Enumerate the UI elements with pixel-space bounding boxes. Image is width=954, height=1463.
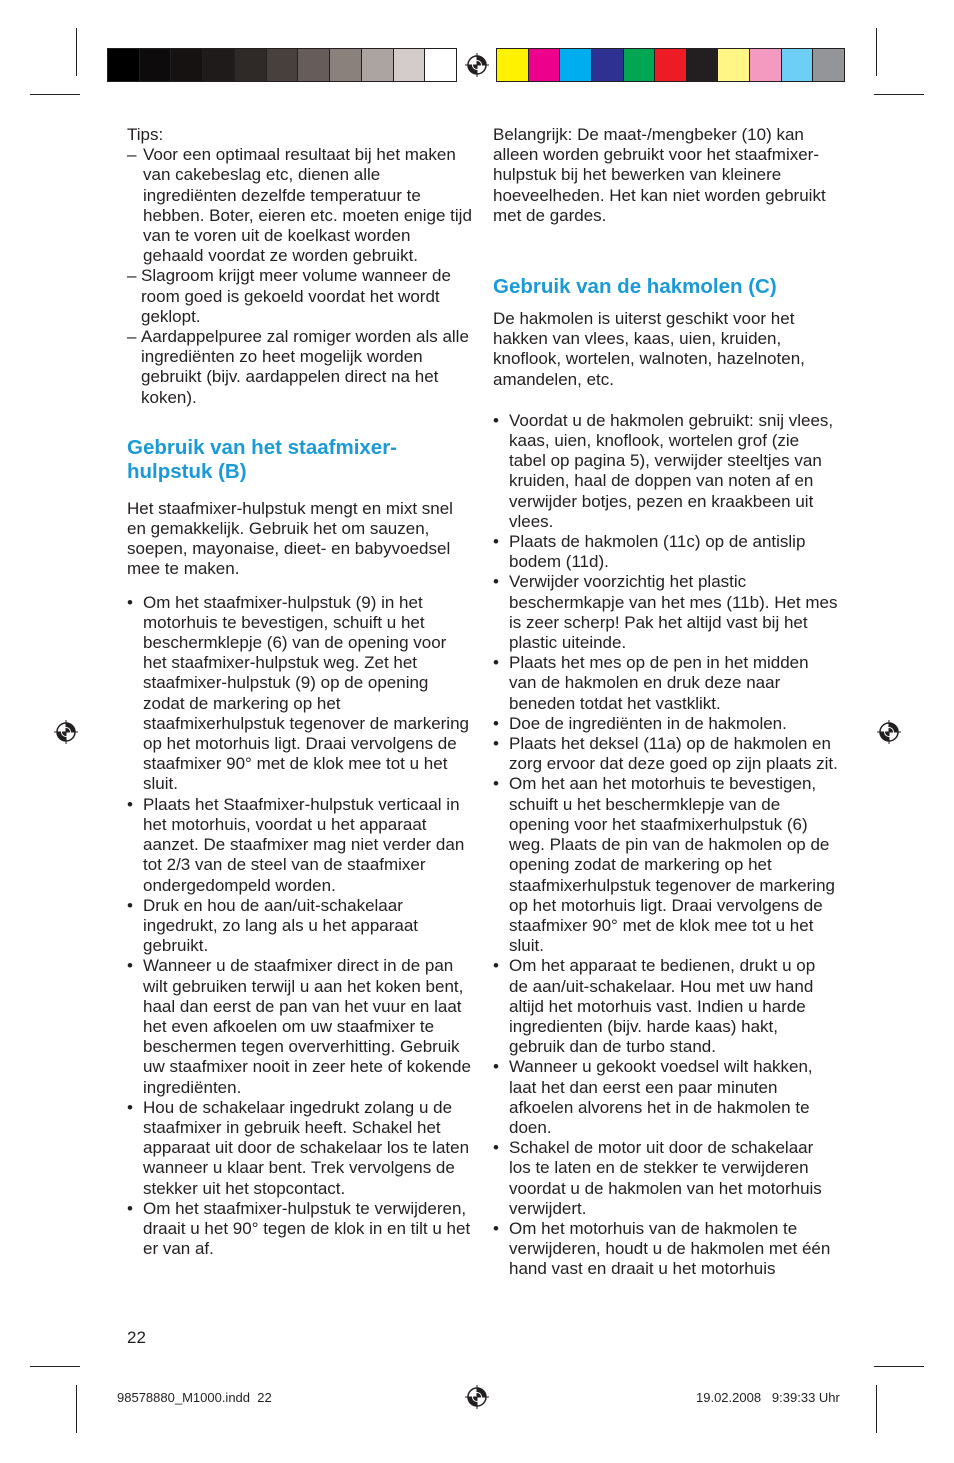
color-swatch [560, 49, 592, 81]
registration-mark-icon [465, 1385, 489, 1409]
list-item: • Druk en hou de aan/uit-schakelaar ingedrukt, zo lang als u het apparaat gebruikt. [127, 896, 472, 957]
list-item: • Voordat u de hakmolen gebruikt: snij vlees, kaas, uien, knoflook, wortelen grof (zie tabel op pagina 5), verwijder steeltjes van kruiden, haal de doppen van noten af en verwijder botjes, pezen en kraakbeen uit vlees. [493, 411, 838, 532]
list-item: • Wanneer u gekookt voedsel wilt hakken, laat het dan eerst een paar minuten afkoelen alvorens het in de hakmolen te doen. [493, 1057, 838, 1138]
list-item: • Plaats de hakmolen (11c) op de antislip bodem (11d). [493, 532, 838, 572]
tips-list [127, 145, 472, 408]
color-swatch [235, 49, 267, 81]
footer-timestamp [696, 1390, 840, 1406]
color-swatch [298, 49, 330, 81]
color-swatch [203, 49, 235, 81]
footer-time: 9:39:33 Uhr [771, 1390, 840, 1405]
registration-mark-icon [54, 720, 78, 744]
color-swatch [267, 49, 299, 81]
list-item: • Doe de ingrediënten in de hakmolen. [493, 714, 838, 734]
color-swatch [718, 49, 750, 81]
color-swatch [782, 49, 814, 81]
list-item: • Hou de schakelaar ingedrukt zolang u de staafmixer in gebruik heeft. Schakel het apparaat uit door de schakelaar los te laten wanneer u klaar bent. Trek vervolgens de stekker uit het stopcontact. [127, 1098, 472, 1199]
tips-label: Tips: [127, 125, 164, 144]
dash-marker: – [127, 266, 137, 286]
staafmixer-intro: Het staafmixer-hulpstuk mengt en mixt snel en gemakkelijk. Gebruik het om sauzen, soepen, mayonaise, dieet- en babyvoedsel mee te maken. [127, 498, 453, 579]
list-item: • Plaats het Staafmixer-hulpstuk verticaal in het motorhuis, voordat u het apparaat aanzet. De staafmixer mag niet verder dan tot 2/3 van de steel van de staafmixer ondergedompeld worden. [127, 795, 472, 896]
color-calibration-bar [496, 48, 845, 82]
registration-mark-icon [877, 720, 901, 744]
list-item: • Wanneer u de staafmixer direct in de pan wilt gebruiken terwijl u aan het koken bent, haal dan eerst de pan van het vuur en laat het even afkoelen om uw staafmixer te beschermen tegen oververhitting. Gebruik uw staafmixer nooit in zeer hete of kokende ingrediënten. [127, 956, 472, 1097]
color-swatch [140, 49, 172, 81]
color-swatch [592, 49, 624, 81]
list-item: • Om het motorhuis van de hakmolen te verwijderen, houdt u de hakmolen met één hand vast en draait u het motorhuis [493, 1219, 838, 1280]
color-swatch [624, 49, 656, 81]
tip-item: – Aardappelpuree zal romiger worden als alle ingrediënten zo heet mogelijk worden gebruikt (bijv. aardappelen direct na het koken). [127, 327, 469, 407]
list-item: • Plaats het deksel (11a) op de hakmolen en zorg ervoor dat deze goed op zijn plaats zit. [493, 734, 838, 774]
footer-file-page: 22 [257, 1390, 272, 1405]
color-swatch [425, 49, 456, 81]
tip-item: – Voor een optimaal resultaat bij het maken van cakebeslag etc, dienen alle ingrediënten dezelfde temperatuur te hebben. Boter, eieren etc. moeten enige tijd van te voren uit de koelkast worden gehaald voordat ze worden gebruikt. [127, 145, 472, 266]
color-swatch [362, 49, 394, 81]
list-item: • Om het staafmixer-hulpstuk te verwijderen, draait u het 90° tegen de klok in en tilt u het er van af. [127, 1199, 472, 1260]
list-item: • Om het apparaat te bedienen, drukt u op de aan/uit-schakelaar. Hou met uw hand altijd het motorhuis vast. Indien u harde ingredienten (bijv. harde kaas) hakt, gebruik dan de turbo stand. [493, 956, 838, 1057]
color-swatch [750, 49, 782, 81]
left-column [127, 125, 472, 1259]
tip-item: – Slagroom krijgt meer volume wanneer de room goed is gekoeld voordat het wordt geklopt. [127, 266, 451, 326]
registration-mark-icon [465, 53, 489, 77]
hakmolen-intro: De hakmolen is uiterst geschikt voor het hakken van vlees, kaas, uien, kruiden, knoflook, wortelen, walnoten, hazelnoten, amandelen, etc. [493, 309, 805, 389]
color-swatch [813, 49, 844, 81]
section-heading-staafmixer: Gebruik van het staafmixer-hulpstuk (B) [127, 435, 398, 483]
footer-filename: 98578880_M1000.indd [117, 1390, 251, 1405]
staafmixer-instructions [127, 593, 472, 1260]
footer-date: 19.02.2008 [696, 1390, 762, 1405]
right-column [493, 125, 838, 1280]
section-heading-hakmolen: Gebruik van de hakmolen (C) [493, 275, 777, 299]
color-swatch [394, 49, 426, 81]
dash-marker: – [127, 327, 137, 347]
color-swatch [171, 49, 203, 81]
grayscale-calibration-bar [107, 48, 457, 82]
color-swatch [497, 49, 529, 81]
list-item: • Schakel de motor uit door de schakelaar los te laten en de stekker te verwijderen voordat u de hakmolen van het motorhuis verwijdert. [493, 1138, 838, 1219]
color-swatch [529, 49, 561, 81]
important-note: Belangrijk: De maat-/mengbeker (10) kan alleen worden gebruikt voor het staafmixer-hulpstuk bij het bewerken van kleinere hoeveelheden. Het kan niet worden gebruikt met de gardes. [493, 125, 826, 225]
color-swatch [687, 49, 719, 81]
footer-file-info [117, 1390, 272, 1406]
list-item: • Verwijder voorzichtig het plastic beschermkapje van het mes (11b). Het mes is zeer scherp! Pak het altijd vast bij het plastic uiteinde. [493, 572, 838, 653]
hakmolen-instructions [493, 411, 838, 1280]
list-item: • Om het staafmixer-hulpstuk (9) in het motorhuis te bevestigen, schuift u het beschermklepje (6) van de opening voor het staafmixer-hulpstuk weg. Zet het staafmixer-hulpstuk (9) op de opening zodat de markering op het staafmixerhulpstuk tegenover de markering op het motorhuis ligt. Draai vervolgens de staafmixer 90° met de klok mee tot u het sluit. [127, 593, 472, 795]
color-swatch [655, 49, 687, 81]
list-item: • Plaats het mes op de pen in het midden van de hakmolen en druk deze naar beneden totdat het vastklikt. [493, 653, 838, 714]
dash-marker: – [127, 145, 137, 165]
color-swatch [108, 49, 140, 81]
color-swatch [330, 49, 362, 81]
page-number: 22 [127, 1328, 146, 1347]
list-item: • Om het aan het motorhuis te bevestigen, schuift u het beschermklepje van de opening voor het staafmixerhulpstuk (6) weg. Plaats de pin van de hakmolen op de opening zodat de markering op het staafmixerhulpstuk tegenover de markering op het motorhuis ligt. Draai vervolgens de staafmixer 90° met de klok mee tot u het sluit. [493, 774, 838, 956]
